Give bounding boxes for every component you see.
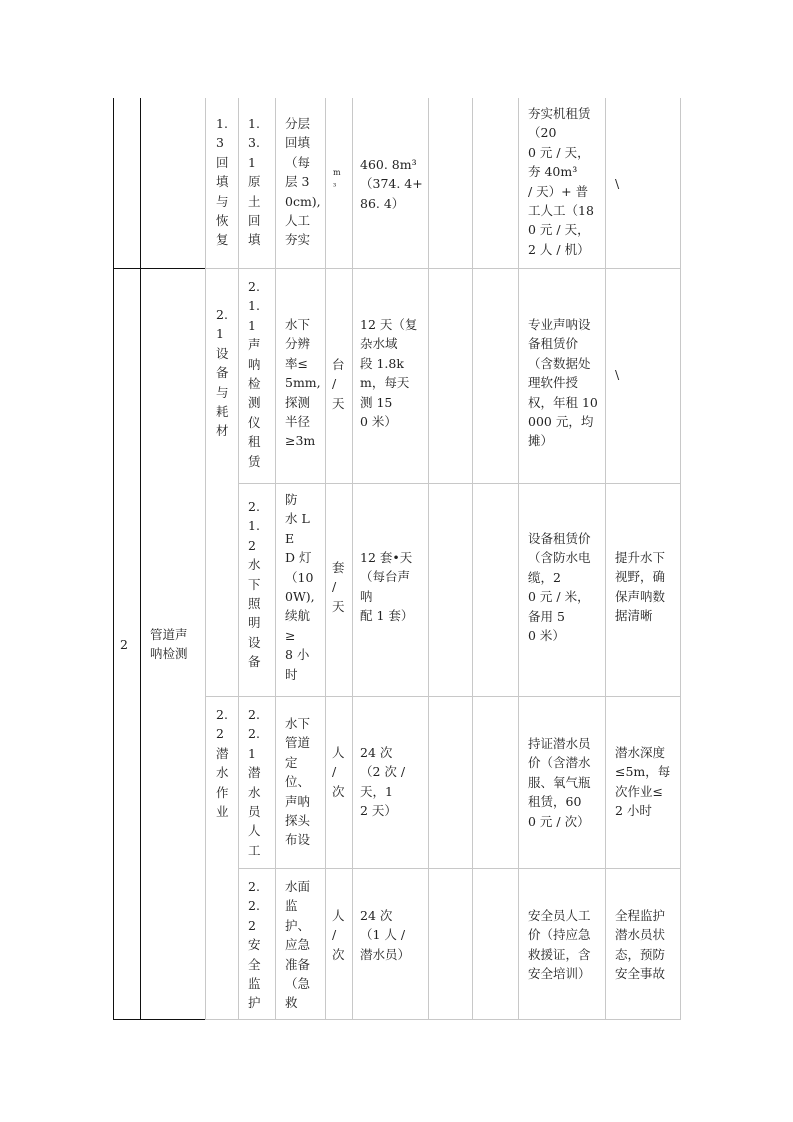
quantity-cell: 24 次 （1 人 / 潜水员） bbox=[360, 908, 411, 962]
unit-cell: 人 / 次 bbox=[332, 745, 345, 799]
content-cell: 水下 分辨 率≤ 5mm, 探测 半径 ≥3m bbox=[285, 317, 321, 449]
quantity-cell: 12 天（复 杂水域 段 1.8k m，每天 测 15 0 米） bbox=[360, 317, 418, 430]
remark-cell: 潜水深度 ≤5m，每 次作业≤ 2 小时 bbox=[615, 745, 671, 819]
content-cell: 防 水 L E D 灯 （10 0W), 续航 ≥ 8 小 时 bbox=[285, 492, 315, 682]
remark-cell: \ bbox=[615, 367, 620, 382]
subitem-cell: 2. 1 设 备 与 耗 材 bbox=[216, 307, 229, 439]
quantity-cell: 460. 8m³ （374. 4+ 86. 4） bbox=[360, 157, 423, 211]
subitem-cell: 1. 3 回 填 与 恢 复 bbox=[216, 116, 229, 248]
item-name-cell: 管道声 呐检测 bbox=[150, 627, 188, 662]
unit-cell: m ³ bbox=[333, 168, 341, 191]
quantity-cell: 24 次 （2 次 / 天，1 2 天） bbox=[360, 745, 406, 819]
code-cell: 1. 3. 1 原 土 回 填 bbox=[248, 116, 261, 248]
code-cell: 2. 1. 1 声 呐 检 测 仪 租 赁 bbox=[248, 279, 261, 469]
price-cell: 设备租赁价 （含防水电 缆，2 0 元 / 米， 备用 5 0 米） bbox=[528, 531, 591, 644]
price-cell: 持证潜水员 价（含潜水 服、氧气瓶 租赁，60 0 元 / 次） bbox=[528, 736, 591, 829]
remark-cell: 提升水下 视野，确 保声呐数 据清晰 bbox=[615, 550, 666, 624]
code-cell: 2. 2. 1 潜 水 员 人 工 bbox=[248, 707, 261, 858]
price-cell: 夯实机租赁 （20 0 元 / 天， 夯 40m³ / 天）+ 普 工人工（18 0 元 / 天， 2 人 / 机） bbox=[528, 106, 594, 257]
quantity-cell: 12 套•天 （每台声 呐 配 1 套） bbox=[360, 550, 414, 624]
price-cell: 安全员人工 价（持应急 救援证，含 安全培训） bbox=[528, 908, 591, 982]
subitem-cell: 2. 2 潜 水 作 业 bbox=[216, 707, 229, 820]
unit-cell: 人 / 次 bbox=[332, 908, 345, 962]
code-cell: 2. 2. 2 安 全 监 护 bbox=[248, 879, 261, 1011]
content-cell: 分层 回填 （每 层 3 0cm), 人工 夯实 bbox=[285, 116, 321, 248]
price-cell: 专业声呐设 备租赁价 （含数据处 理软件授 权，年租 10 000 元，均 摊） bbox=[528, 317, 598, 449]
code-cell: 2. 1. 2 水 下 照 明 设 备 bbox=[248, 499, 261, 670]
row-number-cell: 2 bbox=[120, 637, 128, 652]
unit-cell: 台 / 天 bbox=[332, 357, 345, 411]
unit-cell: 套 / 天 bbox=[332, 560, 345, 614]
content-cell: 水下 管道 定 位、 声呐 探头 布设 bbox=[285, 716, 311, 848]
remark-cell: \ bbox=[615, 176, 620, 191]
remark-cell: 全程监护 潜水员状 态，预防 安全事故 bbox=[615, 908, 666, 982]
content-cell: 水面 监 护、 应急 准备 （急 救 bbox=[285, 879, 311, 1011]
